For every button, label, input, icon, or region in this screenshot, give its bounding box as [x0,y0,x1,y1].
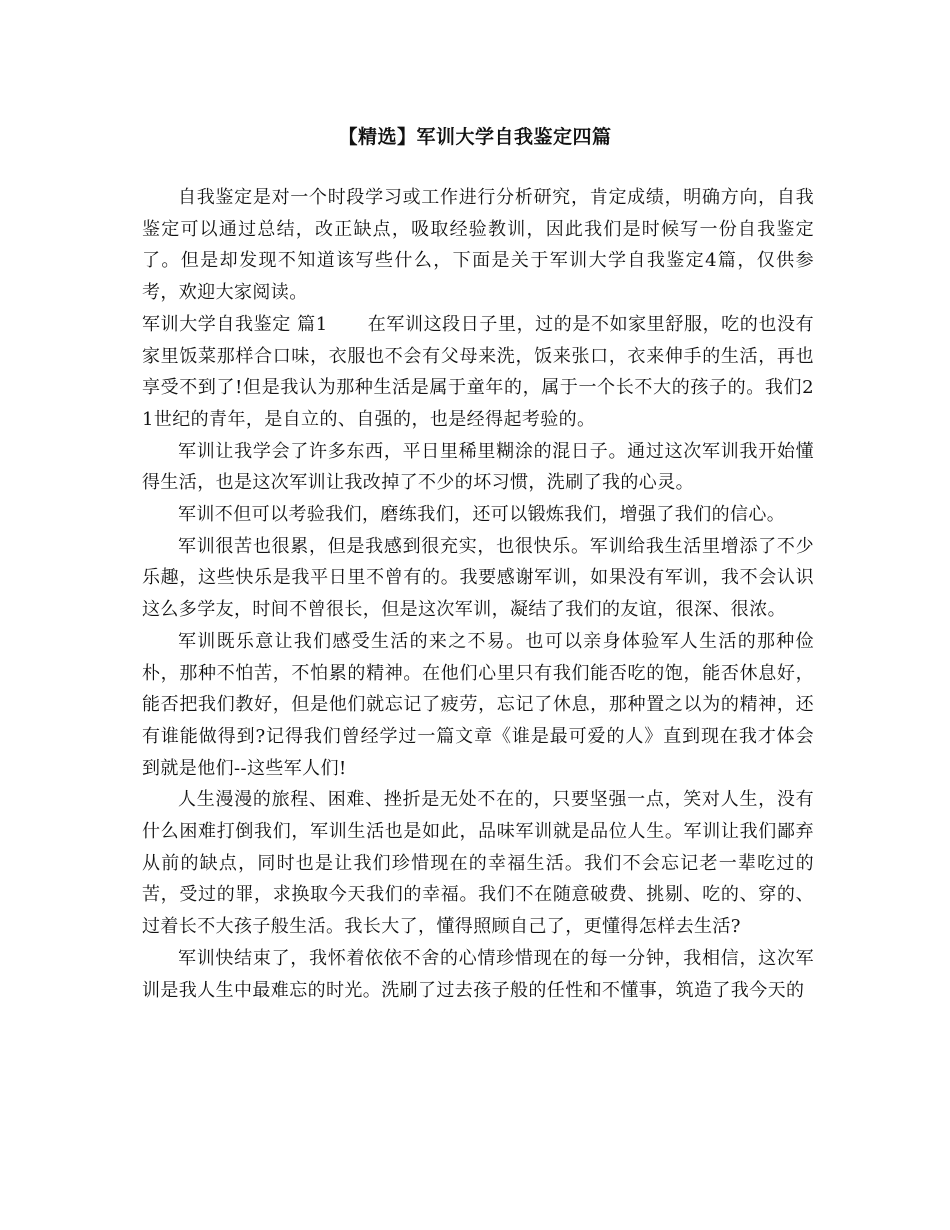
body-paragraph: 军训快结束了，我怀着依依不舍的心情珍惜现在的每一分钟，我相信，这次军训是我人生中最难忘的时光。洗刷了过去孩子般的任性和不懂事，筑造了我今天的 [142,947,814,1001]
document-title: 【精选】军训大学自我鉴定四篇 [338,126,612,148]
section-1-label: 军训大学自我鉴定 篇1 [142,313,328,335]
section-1-paragraph [142,309,814,436]
section-1-lead-text: 在军训这段日子里，过的是不如家里舒服，吃的也没有家里饭菜那样合口味，衣服也不会有父母来洗，饭来张口，衣来伸手的生活，再也享受不到了!但是我认为那种生活是属于童年的，属于一个长不大的孩子的。我们21世纪的青年，是自立的、自强的，也是经得起考验的。 [142,313,814,430]
body-paragraph: 军训不但可以考验我们，磨练我们，还可以锻炼我们，增强了我们的信心。 [178,504,786,526]
body-paragraph: 军训很苦也很累，但是我感到很充实，也很快乐。军训给我生活里增添了不少乐趣，这些快乐是我平日里不曾有的。我要感谢军训，如果没有军训，我不会认识这么多学友，时间不曾很长，但是这次军训，凝结了我们的友谊，很深、很浓。 [142,535,814,621]
body-paragraph: 军训让我学会了许多东西，平日里稀里糊涂的混日子。通过这次军训我开始懂得生活，也是这次军训让我改掉了不少的坏习惯，洗刷了我的心灵。 [142,440,814,494]
intro-paragraph: 自我鉴定是对一个时段学习或工作进行分析研究，肯定成绩，明确方向，自我鉴定可以通过总结，改正缺点，吸取经验教训，因此我们是时候写一份自我鉴定了。但是却发现不知道该写些什么，下面是关于军训大学自我鉴定4篇，仅供参考，欢迎大家阅读。 [142,187,814,304]
body-paragraph: 军训既乐意让我们感受生活的来之不易。也可以亲身体验军人生活的那种俭朴，那种不怕苦，不怕累的精神。在他们心里只有我们能否吃的饱，能否休息好，能否把我们教好，但是他们就忘记了疲劳，忘记了休息，那种置之以为的精神，还有谁能做得到?记得我们曾经学过一篇文章《谁是最可爱的人》直到现在我才体会到就是他们--这些军人们! [142,630,814,779]
body-paragraph: 人生漫漫的旅程、困难、挫折是无处不在的，只要坚强一点，笑对人生，没有什么困难打倒我们，军训生活也是如此，品味军训就是品位人生。军训让我们鄙弃从前的缺点，同时也是让我们珍惜现在的幸福生活。我们不会忘记老一辈吃过的苦，受过的罪，求换取今天我们的幸福。我们不在随意破费、挑剔、吃的、穿的、过着长不大孩子般生活。我长大了，懂得照顾自己了，更懂得怎样去生活? [142,789,814,938]
document-body [142,182,814,1006]
